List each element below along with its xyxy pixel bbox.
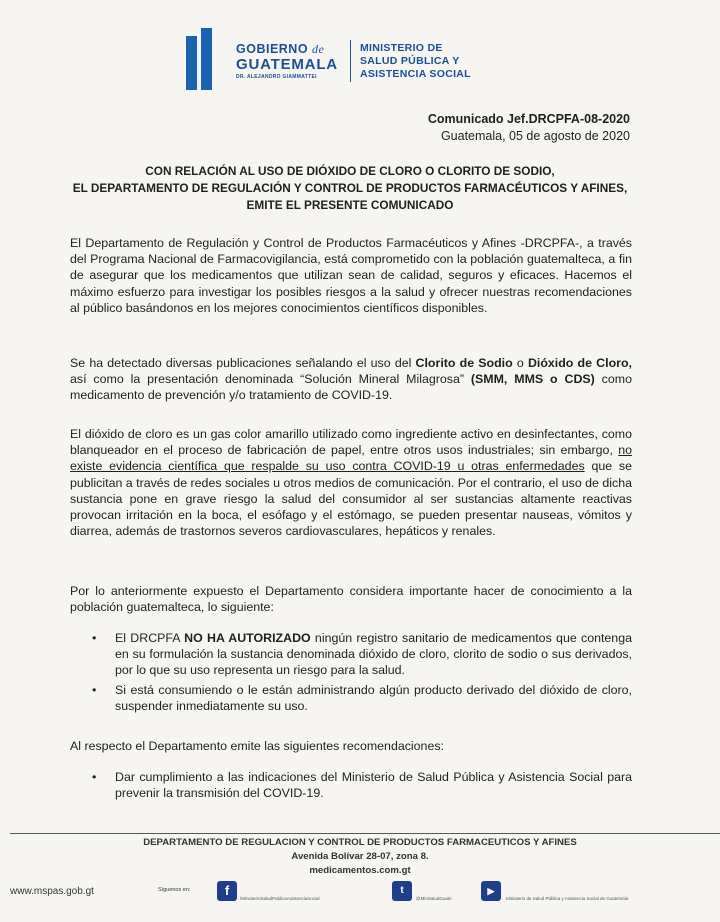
twitter-icon[interactable]: t [392, 881, 412, 901]
logo-bars-icon [186, 28, 226, 92]
p3-underlined-no-evidence: no existe evidencia científica que respalde su uso contra COVID-19 u otras enfermedades [70, 443, 632, 474]
p2-bold-mms: (SMM, MMS o CDS) [470, 372, 595, 387]
title-line3: EMITE EL PRESENTE COMUNICADO [246, 198, 454, 212]
p2-text-g: como medicamento de prevención y/o tratamiento de COVID-19. [70, 372, 632, 403]
p2-text-e: así como la presentación denominada “Solución Mineral Milagrosa” [70, 372, 471, 387]
title-line1: CON RELACIÓN AL USO DE DIÓXIDO DE CLORO O CLORITO DE SODIO, [145, 164, 555, 178]
gob-line1: GOBIERNO [236, 42, 309, 56]
paragraph-intro: El Departamento de Regulación y Control de Productos Farmacéuticos y Afines -DRCPFA-, a través del Programa Nacional de Farmacovigilancia, está comprometido con la población guatemalteca, a fin de asegurar que los medicamentos que utilizan sean de calidad, seguros y eficaces. Hacemos el máximo esfuerzo para investigar los posibles riesgos a la salud y ofrecer nuestras recomendaciones al público basándonos en los mejores conocimientos científicos disponibles. [70, 236, 632, 315]
p2-bold-chlorine-dioxide: Dióxido de Cloro, [527, 356, 632, 370]
gob-line3: DR. ALEJANDRO GIAMMATTEI [236, 74, 317, 80]
footer-divider [10, 833, 720, 834]
gob-de: de [312, 42, 325, 56]
footer-follow-label: Síguenos en: [158, 887, 191, 893]
bullet-text: Si está consumiendo o le están administrando algún producto derivado del dióxido de cloro, suspender inmediatamente su uso. [115, 683, 632, 714]
bullet-text [115, 630, 632, 679]
paragraph-risks [70, 426, 632, 539]
communique-date: Guatemala, 05 de agosto de 2020 [440, 129, 630, 143]
footer-address [0, 836, 720, 878]
communique-reference [428, 111, 630, 145]
footer-site: medicamentos.com.gt [309, 865, 411, 876]
logo-divider [350, 40, 351, 82]
paragraph-notice: Por lo anteriormente expuesto el Departamento considera importante hacer de conocimiento a la población guatemalteca, lo siguiente: [70, 584, 632, 615]
ministry-line3: ASISTENCIA SOCIAL [360, 68, 471, 80]
ministry-line2: SALUD PÚBLICA Y [360, 55, 460, 67]
bullet-text: Dar cumplimiento a las indicaciones del Ministerio de Salud Pública y Asistencia Social para prevenir la transmisión del COVID-19. [115, 770, 632, 801]
p2-bold-sodium-chlorite: Clorito de Sodio [415, 356, 513, 370]
bullet1-bold-not-authorized: NO HA AUTORIZADO [184, 631, 311, 645]
footer-street: Avenida Bolívar 28-07, zona 8. [291, 851, 429, 862]
youtube-icon[interactable]: ▶ [481, 881, 501, 901]
facebook-handle[interactable]: /MinisterioSaludPublicaAsistenciaSocial [240, 896, 320, 901]
p2-text-c: o [512, 356, 528, 370]
paragraph-recommendations: Al respecto el Departamento emite las siguientes recomendaciones: [70, 739, 444, 753]
paragraph-publications [70, 355, 632, 404]
youtube-channel[interactable]: Ministerio de Salud Pública y Asistencia Social de Guatemala [506, 896, 629, 901]
gob-line2: GUATEMALA [236, 56, 338, 73]
document-title [70, 163, 630, 214]
facebook-icon[interactable]: f [217, 881, 237, 901]
p3-text-c: que se publicitan a través de redes sociales u otros medios de comunicación. Por el contrario, el uso de dicha sustancia pone en grave riesgo la salud del consumidor al ser sustancias altamente reactivas provocan irritación en la boca, el esófago y el estómago, se pueden presentar nauseas, vómitos y diarrea, además de trastornos severos cardiovasculares, hepáticos y renales. [70, 459, 633, 539]
twitter-handle[interactable]: @MinSaludGuate [416, 896, 452, 901]
bullet1-text-c: ningún registro sanitario de medicamentos que contenga en su formulación la sustancia denominada dióxido de cloro, clorito de sodio o sus derivados, por lo que su uso representa un riesgo para la salud. [115, 631, 632, 678]
list-item [92, 630, 632, 679]
government-wordmark [236, 42, 338, 80]
p2-text-a: Se ha detectado diversas publicaciones señalando el uso del [70, 356, 416, 370]
ministry-name [360, 42, 471, 81]
title-line2: EL DEPARTAMENTO DE REGULACIÓN Y CONTROL DE PRODUCTOS FARMACÉUTICOS Y AFINES, [72, 181, 628, 195]
bullet-icon: • [92, 631, 97, 645]
list-item [92, 682, 632, 714]
list-item [92, 769, 632, 801]
footer-department: DEPARTAMENTO DE REGULACION Y CONTROL DE PRODUCTOS FARMACEUTICOS Y AFINES [143, 837, 577, 848]
ministry-line1: MINISTERIO DE [360, 42, 443, 54]
government-logo [186, 28, 496, 92]
bullet-icon: • [92, 683, 97, 697]
bullet-icon: • [92, 770, 97, 784]
footer-website-link[interactable]: www.mspas.gob.gt [10, 886, 94, 897]
p3-text-a: El dióxido de cloro es un gas color amarillo utilizado como ingrediente activo en desinfectantes, como blanqueador en el proceso de fabricación de papel, entre otros usos industriales; sin embargo, [70, 427, 632, 458]
bullet1-text-a: El DRCPFA [115, 631, 185, 645]
communique-code: Comunicado Jef.DRCPFA-08-2020 [427, 112, 630, 126]
